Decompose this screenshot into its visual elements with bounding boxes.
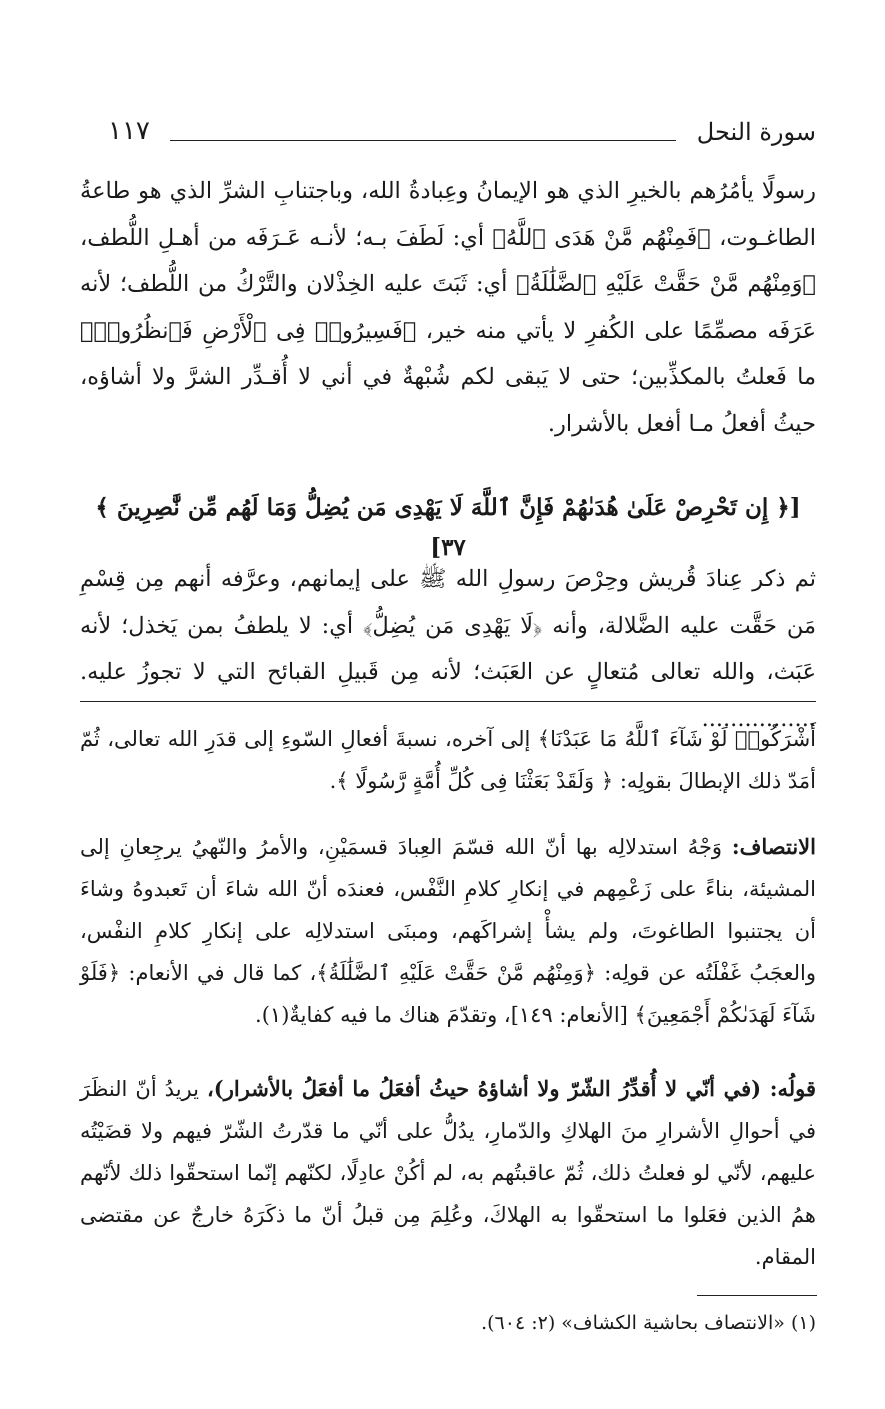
verse-text: [﴿ إِن تَحْرِصْ عَلَىٰ هُدَىٰهُمْ فَإِنَّ ٱللَّهَ لَا يَهْدِى مَن يُضِلُّ وَمَا لَهُم مِّن نَّٰصِرِينَ ﴾ ٣٧] bbox=[95, 494, 801, 561]
page-number: ١١٧ bbox=[108, 116, 150, 146]
after-verse-paragraph: ثم ذكر عِنادَ قُريش وحِرْصَ رسولِ الله ﷺ على إيمانهم، وعرَّفه أنهم مِن قِسْمِ مَن حَقَّت عليه الضَّلالة، وأنه ﴿لَا يَهْدِى مَن يُضِلُّ﴾ أي: لا يلطفُ بمن يَخذل؛ لأنه عَبَث، والله تعالى مُتعالٍ عن العَبَث؛ لأنه مِن قَبيلِ القبائح التي لا تجوزُ عليه. ................ bbox=[80, 566, 816, 732]
intisaf-label: الانتصاف: bbox=[731, 834, 816, 859]
surah-title: سورة النحل bbox=[696, 118, 816, 146]
commentary-paragraph-1: أَشْرَكُوا۟ لَوْ شَآءَ ٱللَّهُ مَا عَبَدْنَا﴾ إلى آخره، نسبةَ أفعالِ السّوءِ إلى قدَرِ الله تعالى، ثُمّ أمَدّ ذلك الإبطالَ بقولِه: ﴿ وَلَقَدْ بَعَثْنَا فِى كُلِّ أُمَّةٍ رَّسُولًا ﴾. bbox=[80, 727, 816, 793]
footnote-rule bbox=[697, 1295, 817, 1296]
commentary-para1 bbox=[80, 718, 816, 802]
commentary-para2 bbox=[80, 826, 816, 1036]
quote-label: قولُه: (في أنّي لا أُقدِّرُ الشّرّ ولا أشاؤهُ حيثُ أفعَلُ ما أفعَلُ بالأشرار)، bbox=[207, 1076, 816, 1101]
intisaf-text: وَجْهُ استدلالِه بها أنّ الله قسّمَ العِبادَ قسمَيْنِ، والأمرُ والنّهيُ يرجِعانِ إلى المشيئة، بناءً على زَعْمِهم في إنكارِ كلامِ النَّفْس، فعندَه أنّ الله شاءَ أن تَعبدوهُ وشاءَ أن يجتنبوا الطاغوتَ، ولم يشأْ إشراكَهم، ومبنَى استدلالِه على إنكارِ كلامِ النفْس، والعجَبُ غَفْلَتُه عن قولِه: ﴿وَمِنْهُم مَّنْ حَقَّتْ عَلَيْهِ ٱلضَّلَٰلَةُ﴾، كما قال في الأنعام: ﴿فَلَوْ شَآءَ لَهَدَىٰكُمْ أَجْمَعِينَ﴾ [الأنعام: ١٤٩]، وتقدّمَ هناك ما فيه كفايةٌ(١). bbox=[80, 835, 816, 1027]
commentary-paragraph-2 bbox=[80, 826, 816, 1036]
quote-text: يريدُ أنّ النظَرَ في أحوالِ الأشرارِ منَ الهلاكِ والدّمارِ، يدُلُّ على أنّي ما قدّرتُ الشّرّ فيهم ولا قضَيْتُه عليهم، لأنّي لو فعلتُ ذلك، ثُمّ عاقبتُهم به، لم أكُنْ عادِلًا، لكنّهم إنّما استحقّوا ذلك لأنّهم همُ الذين فعَلوا ما استحقّوا به الهلاكَ، وعُلِمَ مِن قبلُ أنّ ما ذكَرَهُ خارجٌ عن مقتضى المقام. bbox=[80, 1077, 816, 1269]
footnote-text: (١) «الانتصاف بحاشية الكشاف» (٢: ٦٠٤). bbox=[481, 1312, 816, 1334]
commentary-divider bbox=[80, 701, 816, 702]
main-paragraph: رسولًا يأمُرُهم بالخيرِ الذي هو الإيمانُ وعِبادةُ الله، وباجتنابِ الشرِّ الذي هو طاعةُ الطاغـوت، ﴿فَمِنْهُم مَّنْ هَدَى ٱللَّهُ﴾ أي: لَطَفَ بـه؛ لأنـه عَـرَفَه من أهـلِ اللُّطف، ﴿وَمِنْهُم مَّنْ حَقَّتْ عَلَيْهِ ٱلضَّلَٰلَةُ﴾ أي: ثَبَتَ عليه الخِذْلان والتَّرْكُ من اللُّطف؛ لأنه عَرَفَه مصمِّمًا على الكُفرِ لا يأتي منه خير، ﴿فَسِيرُوا۟ فِى ٱلْأَرْضِ فَٱنظُرُوا۟﴾ ما فَعلتُ بالمكذِّبين؛ حتى لا يَبقى لكم شُبْهةٌ في أني لا أُقـدِّر الشرَّ ولا أشاؤه، حيثُ أفعلُ مـا أفعل بالأشرار. bbox=[80, 178, 816, 437]
commentary-paragraph-3 bbox=[80, 1068, 816, 1278]
header-rule bbox=[170, 140, 676, 141]
commentary-para3 bbox=[80, 1068, 816, 1278]
main-text bbox=[80, 168, 816, 447]
footnote bbox=[80, 1306, 816, 1340]
after-verse-text bbox=[80, 556, 816, 742]
running-header bbox=[108, 112, 816, 152]
